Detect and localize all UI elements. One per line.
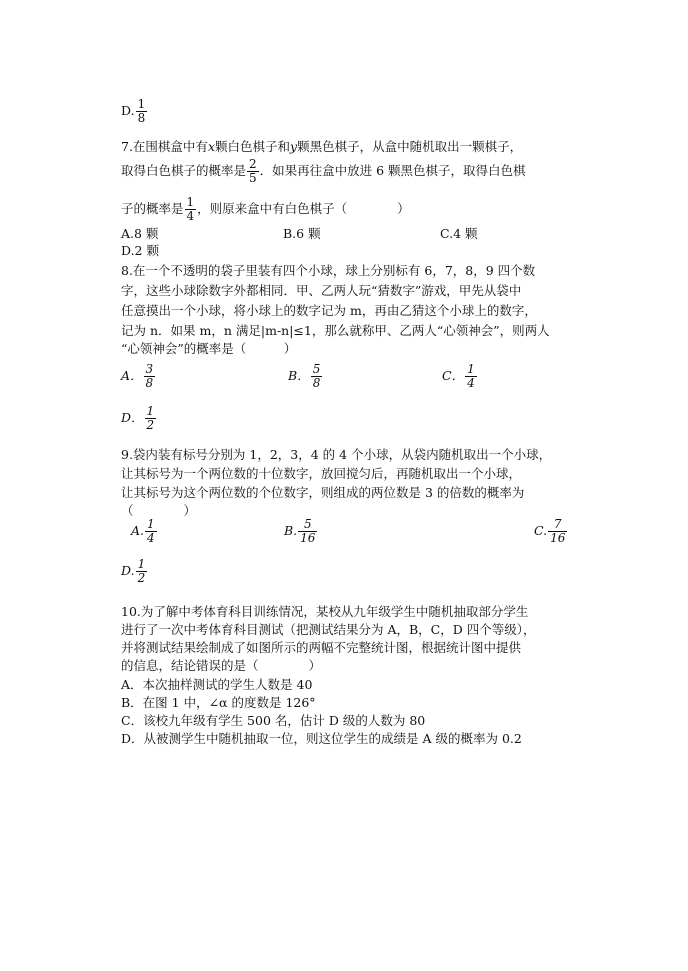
fraction: $\frac{1}{4}$: [467, 362, 475, 390]
fraction: $\frac{1}{2}$: [146, 404, 155, 432]
fraction: $\frac{3}{8}$: [145, 362, 154, 390]
q8-stem-line-4: 记为 n．如果 m，n 满足|m-n|≤1，那么就称甲、乙两人“心领神会”，则两人: [121, 323, 550, 338]
q9-option-a: A. $\frac{1}{4}$: [131, 517, 155, 545]
q8-option-b: B． $\frac{5}{8}$: [288, 362, 321, 390]
q7-stem-line-2: 取得白色棋子的概率是 $\frac{2}{5}$ ．如果再往盒中放进 6 颗黑色棋子，取得白色棋: [121, 157, 526, 185]
q10-option-a: A．本次抽样测试的学生人数是 40: [121, 677, 313, 692]
var-y: y: [290, 139, 298, 154]
fraction: $\frac{1}{4}$: [186, 195, 195, 223]
q9-option-b: B. $\frac{5}{16}$: [284, 517, 316, 545]
q8-stem-line-5: “心领神会”的概率是（ ）: [121, 341, 297, 356]
fraction: $\frac{1}{4}$: [147, 517, 155, 545]
fraction: $\frac{7}{16}$: [550, 517, 566, 545]
q10-option-b: B．在图 1 中，∠α 的度数是 126°: [121, 695, 316, 710]
q9-option-c: C. $\frac{7}{16}$: [534, 517, 566, 545]
fraction: $\frac{5}{8}$: [312, 362, 321, 390]
q9-option-d: D. $\frac{1}{2}$: [121, 557, 146, 585]
q8-option-c: C． $\frac{1}{4}$: [442, 362, 475, 390]
q9-stem-line-1: 9.袋内装有标号分别为 1，2，3，4 的 4 个小球，从袋内随机取出一个小球，: [121, 447, 552, 462]
q7-option-a: A.8 颗: [121, 226, 159, 241]
q8-stem-line-3: 任意摸出一个小球，将小球上的数字记为 m，再由乙猜这个小球上的数字，: [121, 303, 537, 318]
q7-option-c: C.4 颗: [440, 226, 478, 241]
q7-option-d: D.2 颗: [121, 243, 159, 258]
q6-option-d: [121, 98, 148, 125]
q9-stem-line-2: 让其标号为一个两位数的十位数字，放回搅匀后，再随机取出一个小球，: [121, 466, 522, 481]
fraction: $\frac{1}{2}$: [137, 557, 146, 585]
q7-stem-line-3: 子的概率是 $\frac{1}{4}$ ，则原来盒中有白色棋子（ ）: [121, 195, 410, 223]
q8-option-a: A． $\frac{3}{8}$: [121, 362, 154, 390]
q9-stem-line-3: 让其标号为这个两位数的个位数字，则组成的两位数是 3 的倍数的概率为: [121, 485, 525, 500]
q8-stem-line-1: 8.在一个不透明的袋子里装有四个小球，球上分别标有 6，7，8，9 四个数: [121, 263, 536, 278]
q10-stem-line-2: 进行了一次中考体育科目测试（把测试结果分为 A，B，C，D 四个等级），: [121, 622, 536, 637]
q10-option-c: C．该校九年级有学生 500 名，估计 D 级的人数为 80: [121, 713, 426, 728]
q8-stem-line-2: 字，这些小球除数字外都相同．甲、乙两人玩“猜数字”游戏，甲先从袋中: [121, 283, 522, 298]
q7-stem-line-1: 7.在围棋盒中有x颗白色棋子和y颗黑色棋子，从盒中随机取出一颗棋子，: [121, 139, 523, 154]
q7-option-b: B.6 颗: [283, 226, 321, 241]
q10-stem-line-1: 10.为了解中考体育科目训练情况，某校从九年级学生中随机抽取部分学生: [121, 604, 529, 619]
var-x: x: [207, 139, 215, 154]
fraction: $\frac{2}{5}$: [249, 157, 257, 185]
q10-option-d: D．从被测学生中随机抽取一位，则这位学生的成绩是 A 级的概率为 0.2: [121, 731, 522, 746]
option-label: D.: [121, 103, 135, 118]
fraction: $\frac{1}{8}$: [137, 97, 146, 125]
q10-stem-line-4: 的信息，结论错误的是（ ）: [121, 658, 322, 673]
q9-stem-line-4: （ ）: [121, 503, 197, 518]
q10-stem-line-3: 并将测试结果绘制成了如图所示的两幅不完整统计图，根据统计图中提供: [121, 640, 522, 655]
fraction: $\frac{5}{16}$: [300, 517, 316, 545]
q8-option-d: D． $\frac{1}{2}$: [121, 404, 155, 432]
